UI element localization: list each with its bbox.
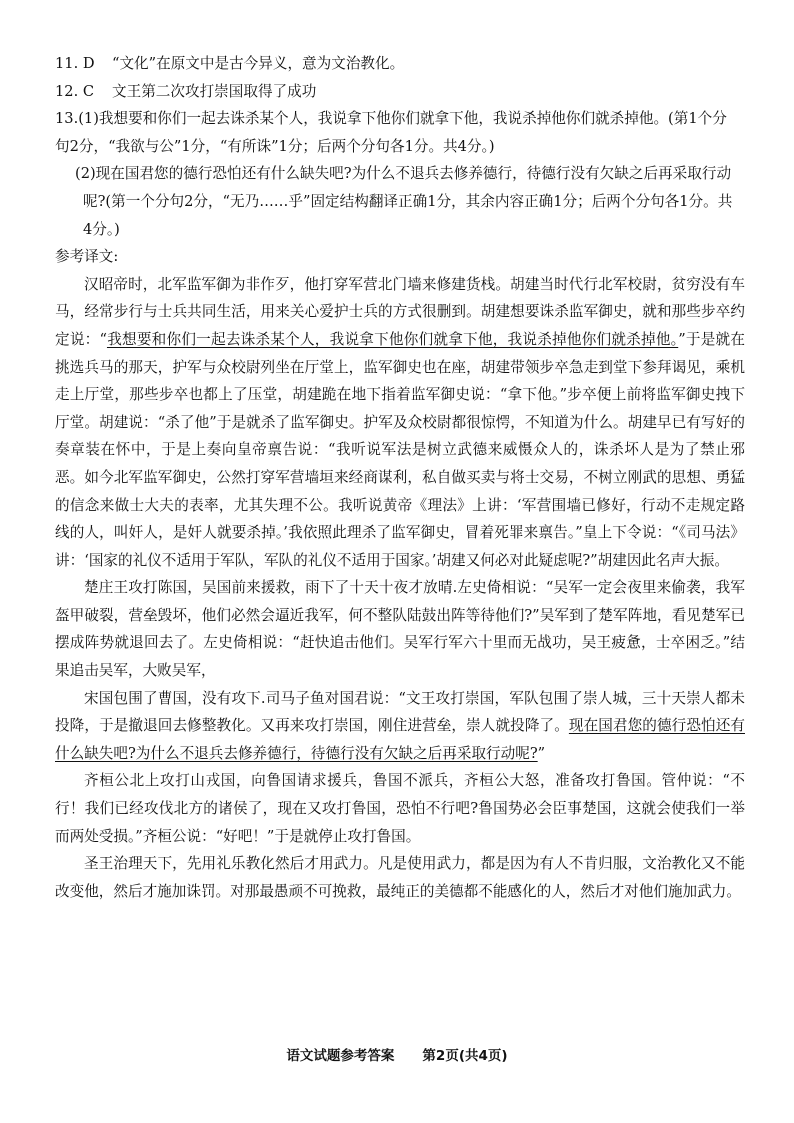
answer-13-number: 13. — [55, 110, 79, 128]
answer-13-part1-line2: 句2分，“我欲与公”1分，“有所诛”1分；后两个分句各1分。共4分。) — [55, 137, 495, 155]
answer-12 — [55, 78, 745, 106]
answer-11-explanation: “文化”在原文中是古今异义，意为文治教化。 — [112, 55, 405, 72]
translation-paragraph-3-b: ” — [537, 744, 546, 762]
answer-11 — [55, 50, 745, 78]
translation-paragraph-4: 齐桓公北上攻打山戎国，向鲁国请求援兵，鲁国不派兵，齐桓公大怒，准备攻打鲁国。管仲说：“不行！我们已经攻伐北方的诸侯了，现在又攻打鲁国，恐怕不行吧?鲁国势必会臣事楚国，这就会使我们一举而两处受损。”齐桓公说：“好吧！”于是就停止攻打鲁国。 — [55, 772, 745, 845]
translation-paragraph-2: 楚庄王攻打陈国，吴国前来援救，雨下了十天十夜才放晴.左史倚相说：“吴军一定会夜里来偷袭，我军盔甲破裂，营垒毁坏，他们必然会逼近我军，何不整队陆鼓出阵等待他们?”吴军到了楚军阵地，看见楚军已摆成阵势就退回去了。左史倚相说：“赶快追击他们。吴军行军六十里而无战功，吴王疲惫，士卒困乏。”结果追击吴军，大败吴军， — [55, 579, 745, 680]
translation-paragraph-3-underlined: 现在国君您的德行恐怕还有什么缺失吧?为什么不退兵去修养德行，待德行没有欠缺之后再采取行动呢? — [55, 717, 745, 762]
answer-12-explanation: 文王第二次攻打崇国取得了成功 — [112, 82, 317, 100]
translation-paragraph-1 — [55, 271, 745, 575]
translation-paragraph-3 — [55, 685, 745, 768]
answer-11-text: 11. D — [55, 55, 95, 72]
answer-12-text: 12. C — [55, 82, 95, 100]
answer-13-part2-line2: 呢?(第一个分句2分，“无乃……乎”固定结构翻译正确1分，其余内容正确1分；后两个分句各1分。共 — [83, 192, 733, 210]
translation-paragraph-5: 圣王治理天下，先用礼乐教化然后才用武力。凡是使用武力，都是因为有人不肯归服，文治教化又不能改变他，然后才施加诛罚。对那最愚顽不可挽救，最纯正的美德都不能感化的人，然后才对他们施加武力。 — [55, 855, 745, 900]
answer-13-part1-text1: (1)我想要和你们一起去诛杀某个人，我说拿下他你们就拿下他，我说杀掉他你们就杀掉他。(第1个分 — [78, 110, 727, 128]
page-footer — [0, 1044, 794, 1064]
answer-13-part1-line1 — [55, 105, 745, 133]
translation-heading: 参考译文: — [55, 248, 119, 266]
translation-paragraph-1-underlined: 我想要和你们一起去诛杀某个人，我说拿下他你们就拿下他，我说杀掉他你们就杀掉他。 — [106, 330, 679, 348]
translation-paragraph-1-b: ”于是就在挑选兵马的那天，护军与众校尉列坐在厅堂上，监军御史也在座，胡建带领步卒急走到堂下参拜谒见，乘机走上厅堂，那些步卒也都上了压堂，胡建跪在地下指着监军御史说：“拿下他。”步卒便上前将监军御史拽下厅堂。胡建说：“杀了他”于是就杀了监军御史。护军及众校尉都很惊愕，不知道为什么。胡建早已有写好的奏章装在怀中，于是上奏向皇帝禀告说：“我听说军法是树立武德来威慑众人的，诛杀坏人是为了禁止邪恶。如今北军监军御史，公然打穿军营墙垣来经商谋利，私自做买卖与将士交易，不树立刚武的思想、勇猛的信念来做士大夫的表率，尤其失理不公。我听说黄帝《理法》上讲：‘军营围墙已修好，行动不走规定路线的人，叫奸人，是奸人就要杀掉。’我依照此理杀了监军御史，冒着死罪来禀告。”皇上下令说：“《司马法》讲：‘国家的礼仪不适用于军队，军队的礼仪不适用于国家。’胡建又何必对此疑虑呢?”胡建因此名声大振。 — [55, 330, 745, 569]
answer-13-part2-line3: 4分。) — [83, 220, 120, 238]
translation-paragraph-1-a: 汉昭帝时，北军监军御为非作歹，他打穿军营北门墙来修建货栈。胡建当时代行北军校尉，贫穷没有车马，经常步行与士兵共同生活，用来关心爱护士兵的方式很删到。胡建想要诛杀监军御史，就和那些步卒约定说：“ — [55, 275, 745, 348]
footer-title: 语文试题参考答案 — [286, 1048, 395, 1064]
translation-paragraph-3-a: 宋国包围了曹国，没有攻下.司马子鱼对国君说：“文王攻打崇国，军队包围了崇人城，三十天崇人都未投降，于是撤退回去修整教化。又再来攻打崇国，刚住进营垒，崇人就投降了。 — [55, 689, 745, 735]
answer-page — [55, 50, 745, 905]
footer-page-number: 第2页(共4页) — [422, 1048, 508, 1064]
answer-13-part2-line1: (2)现在国君您的德行恐怕还有什么缺失吧?为什么不退兵去修养德行，待德行没有欠缺之后再采取行动 — [75, 165, 732, 183]
